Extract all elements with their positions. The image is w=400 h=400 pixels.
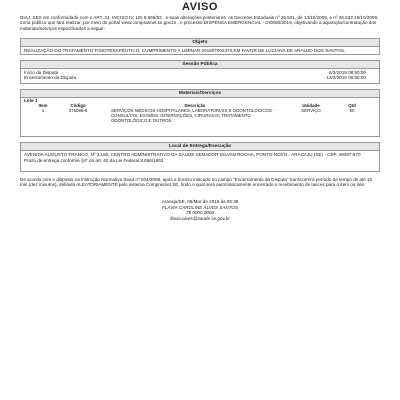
sessao-row-encerramento [24, 75, 376, 80]
sessao-label: Início da Disputa [24, 70, 59, 75]
sessao-header: Sessão Pública [21, 61, 379, 69]
local-section [20, 142, 380, 172]
item-quantity: 90 [349, 108, 355, 114]
intro-paragraph: DIAJ, SES em conformidade com o ART. 24, INCISO IV, LEI 8.666/93 , e suas alterações posteriores, os Decretos Estaduais nº 26.531, de 14/10/2009, e nº 26.533 15/10/2009, torna público que fará realizar, por meio do portal www.comprasnet.se.gov.br , o processo DISPENSA EMERGENCIAL - DI0080/2019, objetivando a aquisição/contratação dos materiais/serviços especificados a seguir: [20, 15, 379, 31]
signature-block [0, 199, 400, 221]
table-row [35, 108, 367, 123]
column-header: Unidade [302, 103, 320, 109]
sessao-section [20, 60, 380, 84]
local-prazo: Prazo de entrega conforme §4º do art. 40 da Lei Federal 8.666/1993. [24, 158, 165, 164]
column-header: Código [70, 103, 86, 109]
item-number: 1 [41, 108, 45, 114]
item-unit: SERVIÇO [301, 108, 321, 114]
objeto-text: REALIZAÇÃO DO TRATAMENTO FISIOTERAPÊUTICO, CUMPRIMENTO A LIMINAR 201807002370,EM FAVOR DE LUCIANA DE ARAUJO DOS SANTOS. [24, 48, 346, 53]
page-title: AVISO [182, 1, 218, 13]
local-address: AVENIDA AUGUSTO FRANCO, Nº 3.150, CENTRO ADMINISTRATIVO DA SAÚDE SENADOR GILVAN ROCHA, PONTO NOVO - ARACAJU (SE) - CEP. 49097-670 [24, 152, 361, 157]
materiais-header: Materiais/Serviços [21, 90, 379, 98]
signer-email: flavia.alves@saude.se.gov.br [170, 215, 230, 221]
place-date: Aracaju/SE, 06/Mar de 2019 às 08:38 [161, 199, 239, 204]
local-header: Local de Entrega/Execução [21, 143, 379, 151]
column-header: Descrição [184, 103, 206, 109]
items-table [35, 103, 367, 123]
signer-phone: 79 0000 0000 [185, 210, 215, 216]
closing-paragraph: De acordo com o disposto na Instrução Normativa Sead nº 004/2008, após o horário indicado no campo "Encerramento da Disputa" transcorrerá período de tempo de até 10 min (dez minutos), definido ALEATORIAMENTE pelo sistema Comprasnet.SE, findo o qual será automaticamente encerrado o recebimento de lances para o item ou lote. [20, 177, 373, 188]
materiais-section [20, 89, 380, 137]
objeto-header: Objeto [21, 39, 379, 47]
sessao-value: 13/3/2019 08:50:00 [326, 75, 366, 81]
sessao-value: 6/3/2019 08:50:00 [328, 70, 366, 75]
column-header: Qtd [348, 103, 356, 109]
column-header: Item [38, 103, 48, 109]
item-description: SERVIÇOS MÉDICOS HOSPITALARES, LABORATORIAIS E ODONTOLÓGICOS - CONSULTAS, EXAMES, INTERNAÇÕES, CIRURGIAS, TRATAMENTO ODONTOLÓGICO E OUTROS. [111, 108, 275, 124]
lote-label: Lote 1 [24, 98, 38, 103]
objeto-section [20, 38, 380, 55]
item-code: 375086-8 [68, 108, 88, 114]
signer-name: FLÁVIA CAROLINE ALVES SANTOS [161, 204, 239, 210]
sessao-label: Encerramento da Disputa [24, 75, 77, 81]
